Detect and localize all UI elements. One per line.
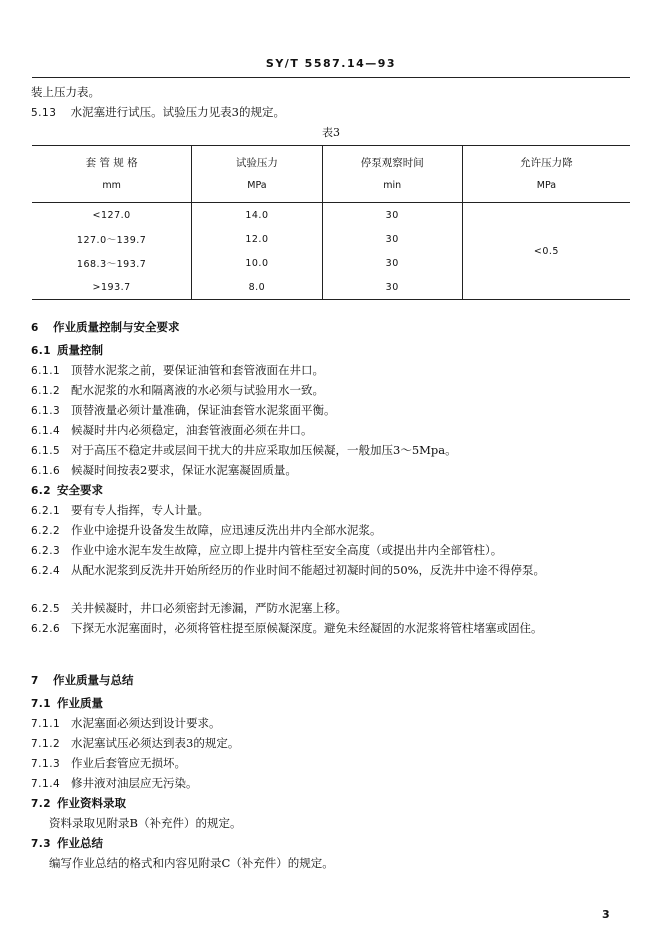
clause-number: 6.1.1 [31,365,61,377]
page-number: 3 [602,908,610,921]
continued-text: 装上压力表。 [31,85,100,99]
clause-number: 6.2.2 [31,525,61,537]
clause-text: 关井候凝时，井口必须密封无渗漏，严防水泥塞上移。 [71,601,347,615]
section-title: 作业资料录取 [57,796,127,810]
header-unit: MPa [536,179,557,191]
clause-text: 作业中途提升设备发生故障，应迅速反洗出井内全部水泥浆。 [71,523,382,537]
clause-7-1-3 [31,756,186,771]
section-title: 质量控制 [57,343,104,357]
clause-6-2-6 [31,618,631,640]
header-label: 允许压力降 [520,156,573,169]
section-7-2-text: 资料录取见附录B（补充件）的规定。 [49,816,242,830]
section-7-3-heading [31,836,103,851]
clause-number: 7.1.4 [31,778,61,790]
clause-number: 7.1.3 [31,758,61,770]
clause-number: 5.13 [31,107,57,119]
clause-text: 水泥塞进行试压。试验压力见表3的规定。 [70,105,285,119]
header-observe-time [322,146,462,203]
clause-number: 6.2.3 [31,545,61,557]
header-casing-size [32,146,192,203]
cell-size: 127.0～139.7 [76,235,147,246]
cell-time: 30 [322,203,462,228]
clause-number: 6.2.4 [31,565,61,577]
clause-text: 作业中途水泥车发生故障，应立即上提井内管柱至安全高度（或提出井内全部管柱）。 [71,543,503,557]
header-label: 试验压力 [235,156,278,169]
table-caption: 表3 [322,126,340,139]
clause-6-2-4 [31,560,631,582]
clause-6-2-1 [31,503,209,518]
cell-pressure: 8.0 [192,275,322,300]
header-unit: mm [102,179,121,191]
clause-6-2-3 [31,543,502,558]
cell-time: 30 [322,227,462,251]
cell-pressure: 14.0 [192,203,322,228]
cell-size: 168.3～193.7 [76,259,147,270]
clause-7-1-4 [31,776,198,791]
section-6-heading [31,320,180,335]
header-rule [32,77,630,78]
section-title: 安全要求 [57,483,104,497]
clause-number: 6.2.6 [31,623,61,635]
section-number: 7 [31,675,39,687]
section-7-heading [31,673,134,688]
section-number: 7.1 [31,698,52,710]
clause-text: 顶替水泥浆之前，要保证油管和套管液面在井口。 [71,363,324,377]
clause-5-13 [31,105,285,120]
clause-number: 6.2.1 [31,505,61,517]
clause-text: 要有专人指挥，专人计量。 [71,503,209,517]
section-number: 7.2 [31,798,52,810]
section-title: 作业质量与总结 [53,673,134,687]
clause-number: 6.2.5 [31,603,61,615]
clause-number: 6.1.4 [31,425,61,437]
clause-number: 6.1.3 [31,405,61,417]
section-7-1-heading [31,696,103,711]
cell-size: <127.0 [92,209,131,221]
clause-7-1-2 [31,736,239,751]
pressure-test-table [32,145,630,300]
section-6-2-heading [31,483,103,498]
cell-allowed-drop: <0.5 [462,203,630,300]
header-unit: MPa [247,179,267,191]
clause-6-1-3 [31,403,336,418]
cell-pressure: 10.0 [192,251,322,275]
section-title: 作业总结 [57,836,104,850]
clause-number: 6.1.6 [31,465,61,477]
clause-number: 7.1.1 [31,718,61,730]
clause-text: 顶替液量必须计量准确，保证油套管水泥浆面平衡。 [71,403,336,417]
clause-6-2-2 [31,523,382,538]
section-7-3-text: 编写作业总结的格式和内容见附录C（补充件）的规定。 [49,856,334,870]
clause-text: 候凝时井内必须稳定，油套管液面必须在井口。 [71,423,313,437]
header-label: 套 管 规 格 [85,156,138,169]
clause-6-1-5 [31,443,457,458]
clause-text: 对于高压不稳定井或层间干扰大的井应采取加压候凝，一般加压3～5Mpa。 [71,443,457,457]
clause-text: 配水泥浆的水和隔离液的水必须与试验用水一致。 [71,383,324,397]
section-7-2-heading [31,796,126,811]
cell-pressure: 12.0 [192,227,322,251]
clause-6-1-4 [31,423,313,438]
cell-time: 30 [322,275,462,300]
clause-text: 候凝时间按表2要求，保证水泥塞凝固质量。 [71,463,297,477]
header-allowed-drop [462,146,630,203]
table-row [32,203,630,228]
section-title: 作业质量 [57,696,104,710]
section-number: 6.1 [31,345,52,357]
clause-6-1-1 [31,363,324,378]
clause-text: 水泥塞试压必须达到表3的规定。 [71,736,240,750]
header-label: 停泵观察时间 [360,156,424,169]
header-test-pressure [192,146,322,203]
clause-text: 作业后套管应无损坏。 [71,756,186,770]
clause-7-1-1 [31,716,221,731]
clause-6-1-6 [31,463,297,478]
section-title: 作业质量控制与安全要求 [53,320,180,334]
clause-text: 水泥塞面必须达到设计要求。 [71,716,221,730]
cell-time: 30 [322,251,462,275]
clause-6-1-2 [31,383,324,398]
clause-text: 修井液对油层应无污染。 [71,776,198,790]
section-number: 6 [31,322,39,334]
cell-size: >193.7 [92,281,131,293]
table-header-row [32,146,630,203]
page-header-standard-code: SY/T 5587.14—93 [265,57,397,70]
header-unit: min [383,179,402,191]
section-6-1-heading [31,343,103,358]
clause-number: 6.1.5 [31,445,61,457]
section-number: 7.3 [31,838,52,850]
clause-number: 7.1.2 [31,738,61,750]
section-number: 6.2 [31,485,52,497]
clause-number: 6.1.2 [31,385,61,397]
clause-text: 下探无水泥塞面时，必须将管柱提至原候凝深度。避免未经凝固的水泥浆将管柱堵塞或固住。 [71,621,543,635]
clause-text: 从配水泥浆到反洗井开始所经历的作业时间不能超过初凝时间的50%，反洗井中途不得停泵。 [71,563,546,577]
clause-6-2-5 [31,601,347,616]
